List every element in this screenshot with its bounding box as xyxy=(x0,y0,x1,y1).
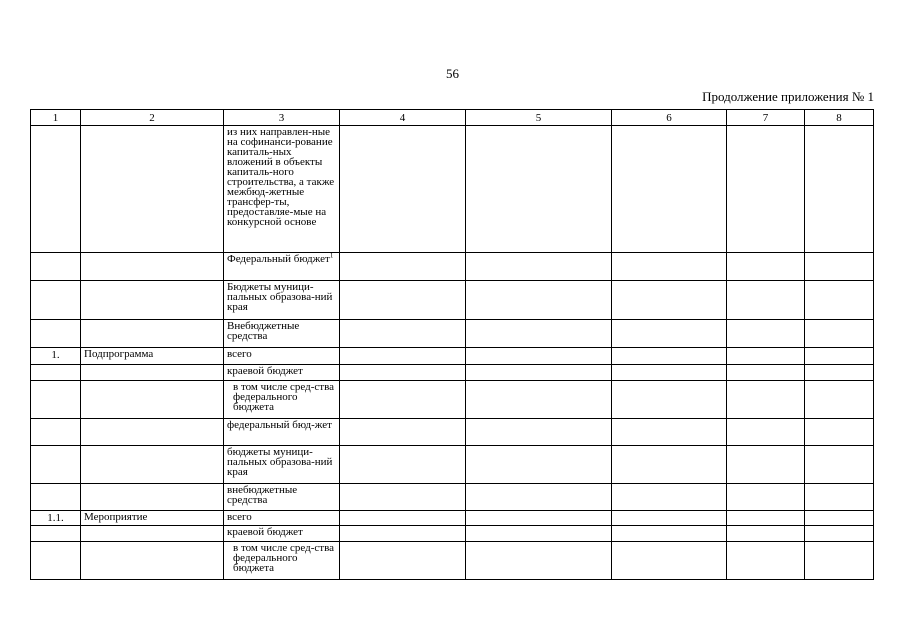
row-number xyxy=(31,126,81,253)
table-row xyxy=(31,419,874,446)
row-number xyxy=(31,542,81,580)
row-name: Мероприятие xyxy=(81,511,224,526)
funding-source: Бюджеты муници-пальных образова-ний края xyxy=(224,281,340,320)
table-row xyxy=(31,446,874,484)
row-name xyxy=(81,381,224,419)
row-number: 1. xyxy=(31,348,81,365)
row-name xyxy=(81,365,224,381)
budget-table xyxy=(30,109,874,580)
column-header: 4 xyxy=(340,110,466,126)
funding-source: Внебюджетные средства xyxy=(224,320,340,348)
row-name xyxy=(81,419,224,446)
row-name xyxy=(81,526,224,542)
header-row xyxy=(31,110,874,126)
table-row xyxy=(31,126,874,253)
table-row xyxy=(31,484,874,511)
table-row xyxy=(31,526,874,542)
funding-source-text: Федеральный бюджет xyxy=(227,253,330,265)
funding-source: всего xyxy=(224,348,340,365)
column-header: 7 xyxy=(727,110,805,126)
funding-source: из них направлен-ные на софинанси-рование капиталь-ных вложений в объекты капиталь-ного строительства, а также межбюд-жетные трансфер-ты, предоставляе-мые на конкурсной основе xyxy=(224,126,340,253)
row-number xyxy=(31,381,81,419)
column-header: 3 xyxy=(224,110,340,126)
row-name xyxy=(81,542,224,580)
row-name: Подпрограмма xyxy=(81,348,224,365)
column-header: 5 xyxy=(466,110,612,126)
page-number: 56 xyxy=(446,66,459,81)
table-row xyxy=(31,281,874,320)
row-name xyxy=(81,446,224,484)
table-row xyxy=(31,253,874,281)
row-name xyxy=(81,484,224,511)
row-name xyxy=(81,126,224,253)
column-header: 1 xyxy=(31,110,81,126)
row-name xyxy=(81,281,224,320)
footnote-marker: 1 xyxy=(329,251,334,260)
funding-source: краевой бюджет xyxy=(224,526,340,542)
table-row xyxy=(31,511,874,526)
row-number xyxy=(31,281,81,320)
table-row xyxy=(31,348,874,365)
funding-source: в том числе сред-ства федерального бюджета xyxy=(224,542,340,580)
funding-source: внебюджетные средства xyxy=(224,484,340,511)
table-row xyxy=(31,365,874,381)
row-number xyxy=(31,446,81,484)
row-number xyxy=(31,484,81,511)
column-header: 2 xyxy=(81,110,224,126)
row-number xyxy=(31,253,81,281)
funding-source: краевой бюджет xyxy=(224,365,340,381)
funding-source xyxy=(224,253,340,281)
row-number xyxy=(31,526,81,542)
row-name xyxy=(81,320,224,348)
table-row xyxy=(31,542,874,580)
appendix-continuation-label: Продолжение приложения № 1 xyxy=(702,89,874,104)
column-header: 8 xyxy=(805,110,874,126)
funding-source: федеральный бюд-жет xyxy=(224,419,340,446)
row-number xyxy=(31,365,81,381)
row-number: 1.1. xyxy=(31,511,81,526)
row-number xyxy=(31,419,81,446)
funding-source: в том числе сред-ства федерального бюджета xyxy=(224,381,340,419)
table-row xyxy=(31,381,874,419)
table-row xyxy=(31,320,874,348)
funding-source: бюджеты муници-пальных образова-ний края xyxy=(224,446,340,484)
row-number xyxy=(31,320,81,348)
row-name xyxy=(81,253,224,281)
column-header: 6 xyxy=(612,110,727,126)
funding-source: всего xyxy=(224,511,340,526)
